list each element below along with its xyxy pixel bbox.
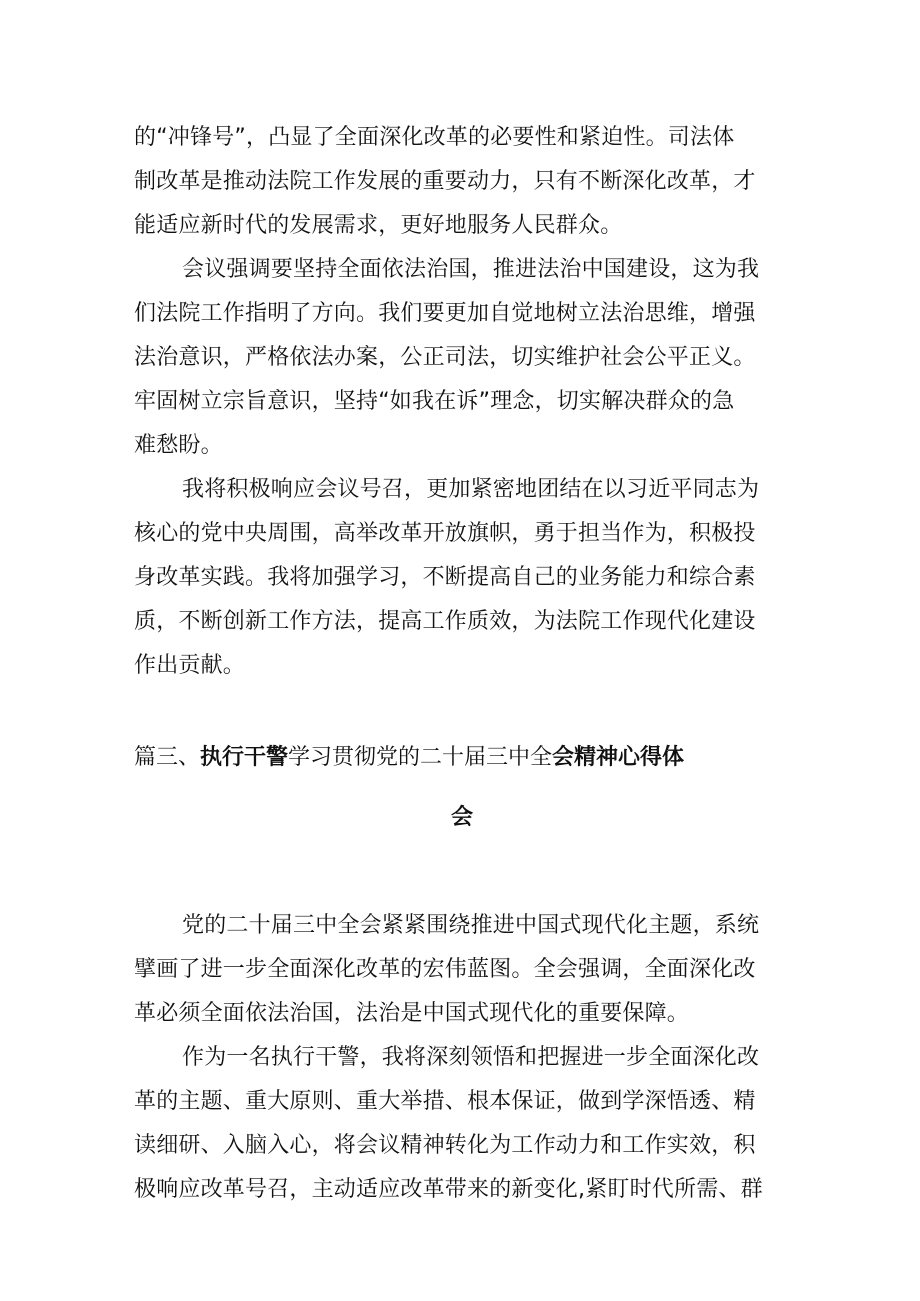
paragraph-line: 制改革是推动法院工作发展的重要动力，只有不断深化改革，才 <box>134 169 756 194</box>
paragraph-line: 质，不断创新工作方法，提高工作质效，为法院工作现代化建设 <box>134 609 756 634</box>
section-title-continuation: 会 <box>450 805 473 830</box>
paragraph-line: 核心的党中央周围，高举改革开放旗帜，勇于担当作为，积极投 <box>134 521 756 546</box>
title-middle-part: 学习贯彻党的二十届三中全 <box>288 745 553 770</box>
title-bold-part: 会精神心得体 <box>552 745 685 770</box>
paragraph-line: 法治意识，严格依法办案，公正司法，切实维护社会公平正义。 <box>134 345 756 370</box>
document-body <box>134 116 790 1212</box>
section-title <box>134 736 790 780</box>
paragraph-line: 革的主题、重大原则、重大举措、根本保证，做到学深悟透、精 <box>134 1089 756 1114</box>
paragraph-line: 作为一名执行干警，我将深刻领悟和把握进一步全面深化改 <box>182 1045 760 1070</box>
paragraph-line: 我将积极响应会议号召，更加紧密地团结在以习近平同志为 <box>182 477 760 502</box>
paragraph-line: 作出贡献。 <box>134 653 246 678</box>
section-spacer <box>134 688 790 736</box>
paragraph-line: 会议强调要坚持全面依法治国，推进法治中国建设，这为我 <box>182 257 760 282</box>
paragraph-line: 能适应新时代的发展需求，更好地服务人民群众。 <box>134 213 623 238</box>
paragraph-line: 牢固树立宗旨意识，坚持“如我在诉”理念，切实解决群众的急 <box>134 389 735 414</box>
title-bold-part: 执行干警 <box>200 745 289 770</box>
title-prefix: 篇三、 <box>134 745 201 770</box>
paragraph-line: 难愁盼。 <box>134 433 223 458</box>
section-spacer <box>134 840 790 904</box>
paragraph-line: 的“冲锋号”，凸显了全面深化改革的必要性和紧迫性。司法体 <box>134 125 735 150</box>
paragraph-line: 极响应改革号召，主动适应改革带来的新变化,紧盯时代所需、群 <box>134 1177 763 1202</box>
paragraph-line: 读细研、入脑入心，将会议精神转化为工作动力和工作实效，积 <box>134 1133 756 1158</box>
paragraph-line: 革必须全面依法治国，法治是中国式现代化的重要保障。 <box>134 1001 690 1026</box>
paragraph-line: 党的二十届三中全会紧紧围绕推进中国式现代化主题，系统 <box>182 913 760 938</box>
paragraph-line: 身改革实践。我将加强学习，不断提高自己的业务能力和综合素 <box>134 565 756 590</box>
paragraph-line: 擘画了进一步全面深化改革的宏伟蓝图。全会强调，全面深化改 <box>134 957 756 982</box>
paragraph-line: 们法院工作指明了方向。我们要更加自觉地树立法治思维，增强 <box>134 301 756 326</box>
